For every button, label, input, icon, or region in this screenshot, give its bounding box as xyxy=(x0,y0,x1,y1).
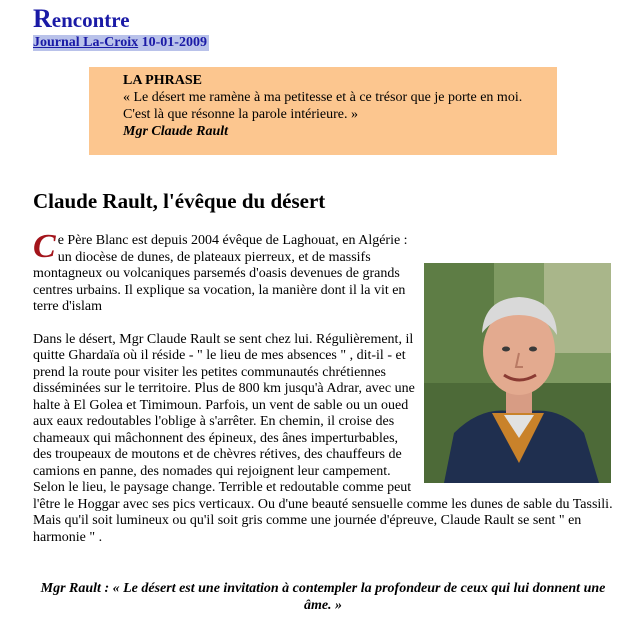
source-line xyxy=(33,35,209,51)
section-title xyxy=(33,6,209,33)
source-link[interactable]: Journal La-Croix xyxy=(33,35,139,50)
closing-quote: Mgr Rault : « Le désert est une invitation à contempler la profondeur de ceux qui lui donnent une âme. » xyxy=(40,581,606,613)
section-title-initial: R xyxy=(33,4,52,33)
section-title-rest: encontre xyxy=(51,8,130,32)
phrase-text: « Le désert me ramène à ma petitesse et à ce trésor que je porte en moi. C'est là que résonne la parole intérieure. » xyxy=(123,90,523,122)
article-headline: Claude Rault, l'évêque du désert xyxy=(33,189,326,213)
paragraph-1-text: e Père Blanc est depuis 2004 évêque de Laghouat, en Algérie : un diocèse de dunes, de plateaux pierreux, et de massifs montagneux ou volcaniques parsemés d'oasis devenues de grands centres urbains. Il explique sa vocation, la manière dont il la vit en terre d'islam xyxy=(33,233,408,314)
article-paragraph-2: Dans le désert, Mgr Claude Rault se sent chez lui. Régulièrement, il quitte Ghardaïa où il réside - " le lieu de mes absences " , dit-il - et prend la route pour visiter les petites communautés chrétiennes disséminées sur le territoire. Plus de 800 km jusqu'à Adrar, avec une halte à El Golea et Timimoun. Parfois, un vent de sable ou un oued aux eaux redoutables l'oblige à s'arrêter. En chemin, il croise des chameaux qui mâchonnent des épineux, des ânes imperturbables, des troupeaux de moutons et de chèvres rétives, des chauffeurs de camions en panne, des nomades qui rejoignent leur campement. Selon le lieu, le paysage change. Terrible et redoutable comme peut l'être le Hoggar avec ses pics verticaux. Ou d'une beauté sensuelle comme les dunes de sable du Tassili. Mais qu'il soit lumineux ou qu'il soit gris comme une journée d'épreuve, Claude Rault se sent " en harmonie " . xyxy=(33,331,613,545)
drop-cap: C xyxy=(33,228,56,265)
phrase-author: Mgr Claude Rault xyxy=(123,124,229,139)
phrase-title: LA PHRASE xyxy=(123,73,202,88)
portrait-photo xyxy=(424,263,611,483)
phrase-box xyxy=(89,67,557,155)
header xyxy=(33,6,209,51)
article-body xyxy=(33,228,613,562)
publication-date: 10-01-2009 xyxy=(141,35,207,50)
portrait-illustration xyxy=(424,263,611,483)
